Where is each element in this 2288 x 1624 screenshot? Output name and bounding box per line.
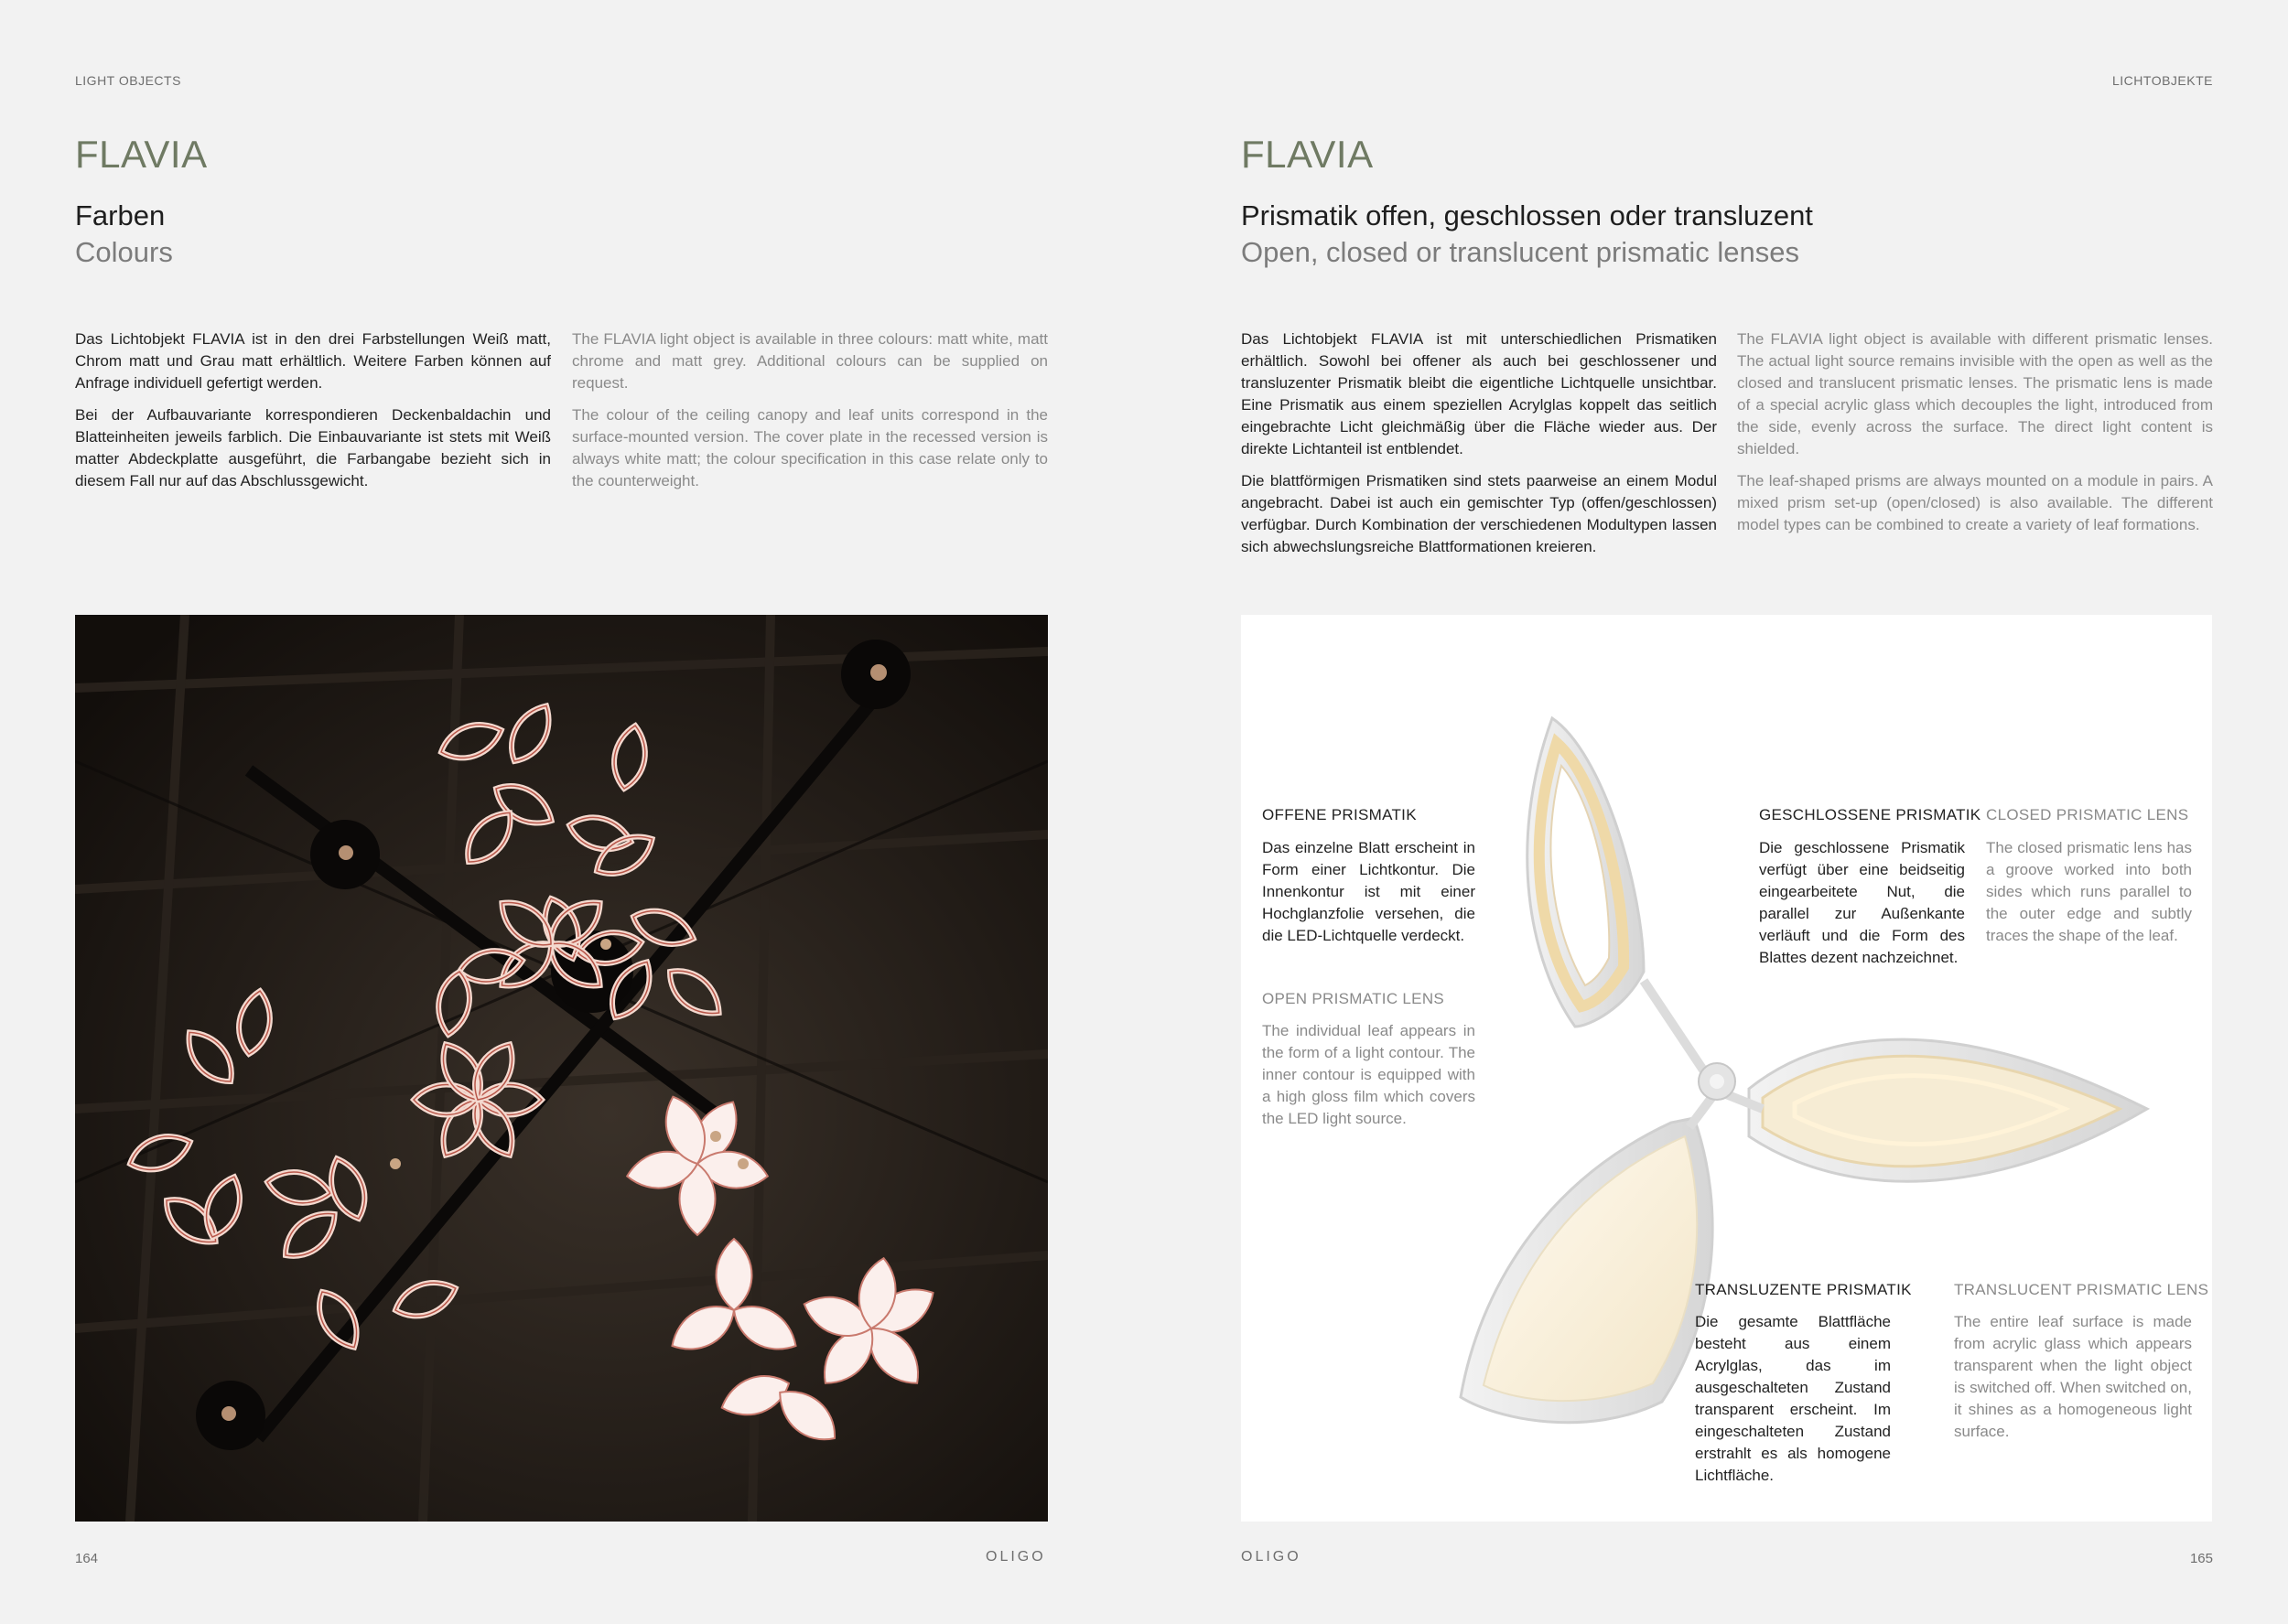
open-lens-leaf (1527, 718, 1644, 1027)
open-prismatic-heading-en: OPEN PRISMATIC LENS (1262, 990, 1445, 1007)
subtitle-de-left: Farben (75, 199, 166, 231)
translucent-lens-leaf (1461, 1118, 1712, 1423)
page-number-left: 164 (75, 1551, 99, 1566)
prismatic-lens-diagram (1241, 615, 2212, 1522)
closed-prismatic-heading-de: GESCHLOSSENE PRISMATIK (1759, 806, 1981, 823)
page-title-right: FLAVIA (1241, 133, 1374, 176)
page-number-right: 165 (2189, 1551, 2213, 1566)
paragraph: The leaf-shaped prisms are always mounted on a module in pairs. A mixed prism set-up (open/closed) is also available. The different model types can be combined to create a variety of leaf formations. (1737, 472, 2213, 533)
translucent-prismatic-heading-de: TRANSLUZENTE PRISMATIK (1695, 1281, 1912, 1298)
body-en-right (1737, 328, 2213, 546)
brand-logo-right: OLIGO (1241, 1549, 1301, 1565)
brand-logo-left: OLIGO (986, 1549, 1046, 1565)
closed-prismatic-text-de: Die geschlossene Prismatik verfügt über eine beidseitig eingearbeitete Nut, die parallel zur Außenkante verläuft und die Form des Blattes dezent nachzeichnet. (1759, 839, 1965, 966)
open-prismatic-heading-de: OFFENE PRISMATIK (1262, 806, 1417, 823)
section-label-right: LICHTOBJEKTE (2112, 73, 2213, 88)
translucent-prismatic-heading-en: TRANSLUCENT PRISMATIC LENS (1954, 1281, 2209, 1298)
page-title-left: FLAVIA (75, 133, 208, 176)
paragraph: The colour of the ceiling canopy and leaf units correspond in the surface-mounted version. The cover plate in the recessed version is always white matt; the colour specification in this case relate only to the counterweight. (572, 406, 1048, 489)
paragraph: The FLAVIA light object is available with different prismatic lenses. The actual light source remains invisible with the open as well as the closed and translucent prismatic lenses. The prismatic lens is made of a special acrylic glass which decouples the light, introduced from the side, evenly across the surface. The direct light content is shielded. (1737, 330, 2213, 457)
paragraph: Das Lichtobjekt FLAVIA ist in den drei Farbstellungen Weiß matt, Chrom matt und Grau matt erhältlich. Weitere Farben können auf Anfrage individuell gefertigt werden. (75, 330, 551, 392)
open-prismatic-text-de: Das einzelne Blatt erscheint in Form einer Lichtkontur. Die Innenkontur ist mit einer Hochglanzfolie versehen, die die LED-Lichtquelle verdeckt. (1262, 839, 1475, 944)
subtitle-en-right: Open, closed or translucent prismatic lenses (1241, 236, 1799, 268)
closed-prismatic-heading-en: CLOSED PRISMATIC LENS (1986, 806, 2189, 823)
subtitle-de-right: Prismatik offen, geschlossen oder transluzent (1241, 199, 1813, 231)
body-de-left (75, 328, 551, 502)
closed-lens-leaf (1749, 1039, 2147, 1181)
chandelier-photo (75, 615, 1048, 1522)
hub-connector (1644, 981, 1763, 1127)
body-en-left (572, 328, 1048, 502)
paragraph: Das Lichtobjekt FLAVIA ist mit unterschiedlichen Prismatiken erhältlich. Sowohl bei offener als auch bei geschlossener und transluzenter Prismatik bleibt die eigentliche Lichtquelle unsichtbar. Eine Prismatik aus einem speziellen Acrylglas koppelt das seitlich eingebrachte Licht gleichmäßig über die Fläche wieder aus. Der direkte Lichtanteil ist entblendet. (1241, 330, 1717, 457)
paragraph: Bei der Aufbauvariante korrespondieren Deckenbaldachin und Blatteinheiten jeweils farblich. Die Einbauvariante ist stets mit Weiß matter Abdeckplatte ausgeführt, die Farbangabe bezieht sich in diesem Fall nur auf das Abschlussgewicht. (75, 406, 551, 489)
paragraph: Die blattförmigen Prismatiken sind stets paarweise an einem Modul angebracht. Dabei ist auch ein gemischter Typ (offen/geschlossen) verfügbar. Durch Kombination der verschiedenen Modultypen lassen sich abwechslungsreiche Blattformationen kreieren. (1241, 472, 1717, 555)
open-prismatic-text-en: The individual leaf appears in the form of a light contour. The inner contour is equipped with a high gloss film which covers the LED light source. (1262, 1022, 1475, 1127)
subtitle-en-left: Colours (75, 236, 173, 268)
section-label-left: LIGHT OBJECTS (75, 73, 181, 88)
paragraph: The FLAVIA light object is available in three colours: matt white, matt chrome and matt grey. Additional colours can be supplied on request. (572, 330, 1048, 392)
translucent-prismatic-text-en: The entire leaf surface is made from acrylic glass which appears transparent when the light object is switched off. When switched on, it shines as a homogeneous light surface. (1954, 1313, 2192, 1440)
chandelier-photo-illustration (75, 615, 1048, 1522)
body-de-right (1241, 328, 1717, 568)
translucent-prismatic-text-de: Die gesamte Blattfläche besteht aus einem Acrylglas, das im ausgeschalteten Zustand transparent erscheint. Im eingeschalteten Zustand erstrahlt es als homogene Lichtfläche. (1695, 1313, 1891, 1484)
closed-prismatic-text-en: The closed prismatic lens has a groove worked into both sides which runs parallel to the outer edge and subtly traces the shape of the leaf. (1986, 839, 2192, 944)
